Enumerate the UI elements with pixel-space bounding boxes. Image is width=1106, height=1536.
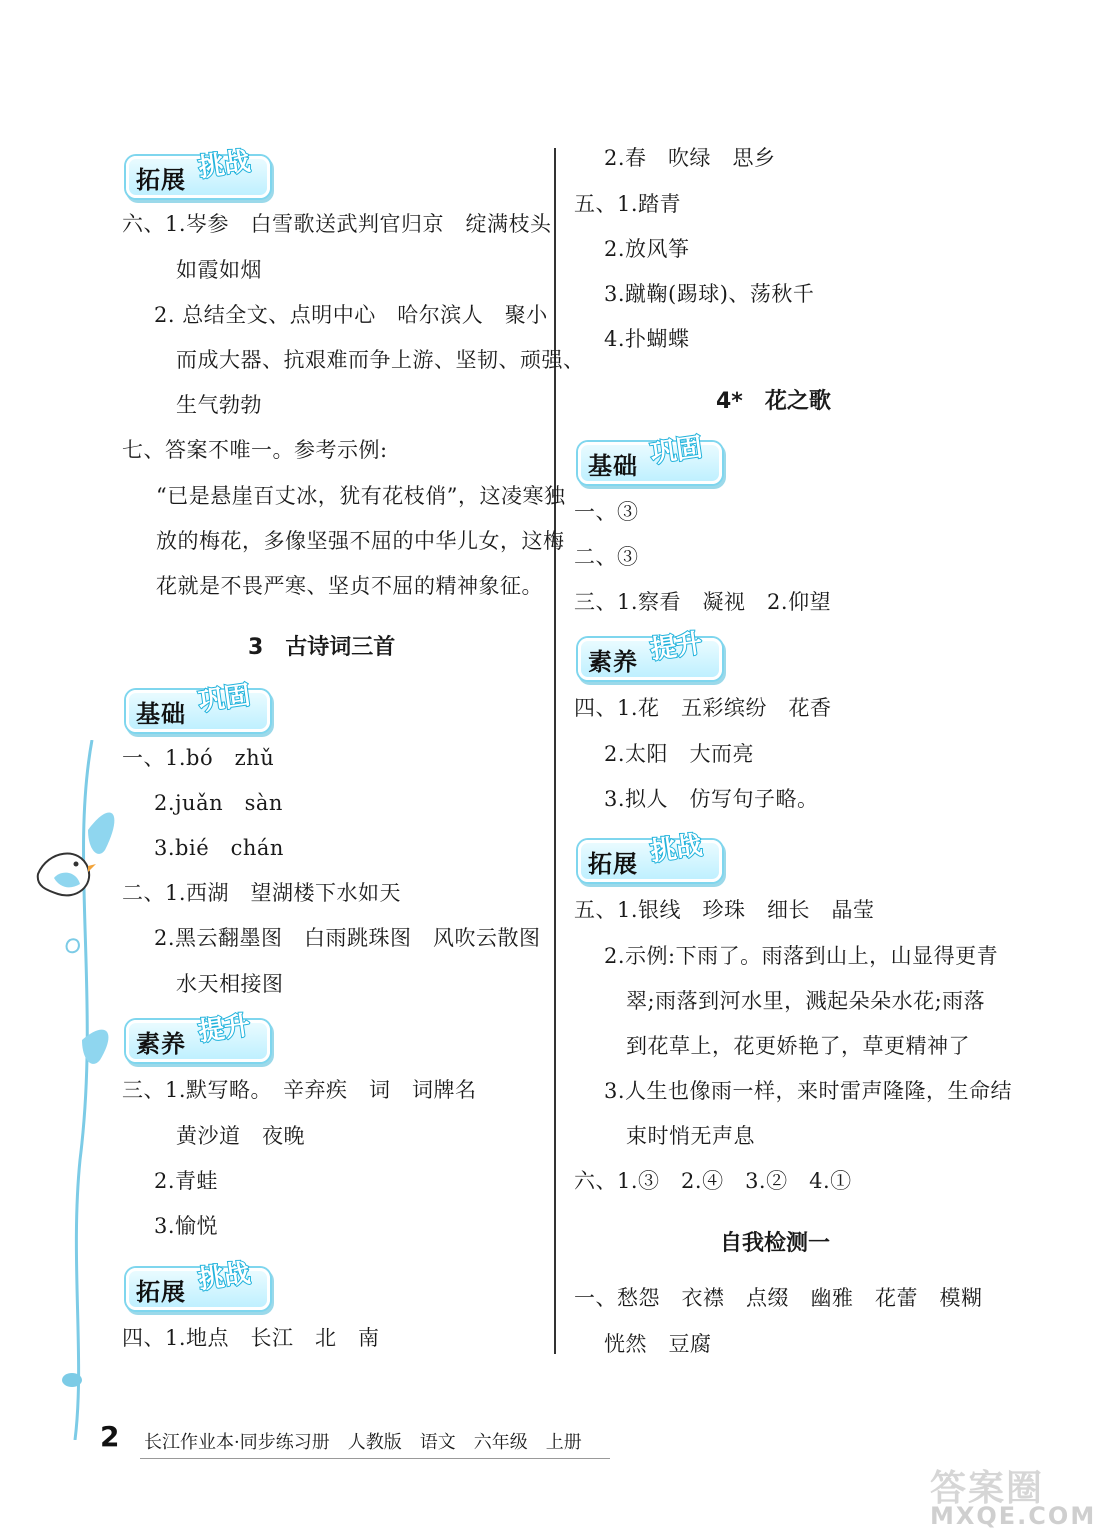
answer-line: 3.蹴鞠(踢球)、荡秋千 [604,282,815,306]
answer-line: 2.太阳 大而亮 [604,742,755,766]
section-title-4: 4* 花之歌 [716,389,831,414]
answer-line: 五、1.踏青 [574,192,682,216]
footer-rule [140,1458,610,1459]
answer-line: 花就是不畏严寒、坚贞不屈的精神象征。 [156,574,543,598]
answer-line: 生气勃勃 [176,393,262,417]
badge-accent-text: 挑战 [648,830,705,868]
badge-main-text: 拓展 [136,166,186,194]
badge-jichu-gonggu [578,434,718,480]
answer-line: 而成大器、抗艰难而争上游、坚韧、顽强、 [176,348,585,372]
badge-main-text: 基础 [136,700,186,728]
answer-line: 放的梅花，多像坚强不屈的中华儿女，这梅 [156,529,565,553]
answer-line: 翠;雨落到河水里，溅起朵朵水花;雨落 [626,989,986,1013]
answer-line: 三、1.默写略。 辛弃疾 词 词牌名 [122,1078,477,1102]
answer-line: 2.春 吹绿 思乡 [604,146,776,170]
badge-main-text: 拓展 [136,1278,186,1306]
badge-accent-text: 挑战 [196,146,253,184]
answer-line: 水天相接图 [176,972,284,996]
badge-main-text: 素养 [136,1030,186,1058]
badge-accent-text: 巩固 [648,432,705,470]
answer-line: 2.青蛙 [154,1169,219,1193]
answer-line: 二、1.西湖 望湖楼下水如天 [122,881,402,905]
answer-line: 二、③ [574,545,639,569]
badge-main-text: 素养 [588,648,638,676]
answer-line: 七、答案不唯一。参考示例: [122,438,388,462]
answer-line: 黄沙道 夜晚 [176,1124,305,1148]
answer-line: 4.扑蝴蝶 [604,327,690,351]
badge-jichu-gonggu [126,682,266,728]
bird-branch-decoration [30,740,120,1440]
answer-line: 2.黑云翻墨图 白雨跳珠图 风吹云散图 [154,926,541,950]
badge-suyang-tisheng [126,1012,266,1058]
answer-line: 一、1.bó zhǔ [122,746,275,770]
page-number: 2 [100,1420,120,1453]
badge-accent-text: 提升 [648,628,705,666]
answer-line: 2.示例:下雨了。雨落到山上，山显得更青 [604,944,999,968]
badge-main-text: 基础 [588,452,638,480]
answer-line: 2. 总结全文、点明中心 哈尔滨人 聚小 [154,303,548,327]
answer-line: 一、愁怨 衣襟 点缀 幽雅 花蕾 模糊 [574,1286,983,1310]
badge-tuozhan-tiaozhan [126,1260,266,1306]
answer-line: 2.juǎn sàn [154,791,283,815]
answer-line: 如霞如烟 [176,258,262,282]
answer-line: 2.放风筝 [604,237,690,261]
column-divider [554,148,556,1354]
answer-line: 恍然 豆腐 [604,1332,712,1356]
answer-line: 四、1.地点 长江 北 南 [122,1326,380,1350]
answer-line: 3.愉悦 [154,1214,219,1238]
answer-line: 束时悄无声息 [626,1124,755,1148]
answer-line: 3.拟人 仿写句子略。 [604,787,819,811]
answer-line: 三、1.察看 凝视 2.仰望 [574,590,832,614]
book-title: 长江作业本·同步练习册 人教版 语文 六年级 上册 [144,1432,582,1453]
section-title-3: 3 古诗词三首 [248,635,396,660]
badge-tuozhan-tiaozhan [126,148,266,194]
answer-line: 六、1.岑参 白雪歌送武判官归京 绽满枝头 [122,212,552,236]
answer-line: 五、1.银线 珍珠 细长 晶莹 [574,898,875,922]
badge-tuozhan-tiaozhan [578,832,718,878]
page-footer [60,1418,620,1458]
watermark-url: MXQE.COM [930,1502,1097,1530]
badge-accent-text: 巩固 [196,680,253,718]
badge-suyang-tisheng [578,630,718,676]
badge-accent-text: 提升 [196,1010,253,1048]
section-title-self-test: 自我检测一 [720,1231,831,1256]
watermark-logo: 答案圈 [930,1468,1045,1509]
answer-line: 3.bié chán [154,836,284,860]
answer-line: 四、1.花 五彩缤纷 花香 [574,696,832,720]
answer-line: 3.人生也像雨一样，来时雷声隆隆，生命结 [604,1079,1013,1103]
badge-accent-text: 挑战 [196,1258,253,1296]
answer-line: 一、③ [574,500,639,524]
answer-line: 到花草上，花更娇艳了，草更精神了 [626,1034,970,1058]
answer-line: 六、1.③ 2.④ 3.② 4.① [574,1169,852,1193]
badge-main-text: 拓展 [588,850,638,878]
answer-line: “已是悬崖百丈冰，犹有花枝俏”，这凌寒独 [156,484,566,508]
